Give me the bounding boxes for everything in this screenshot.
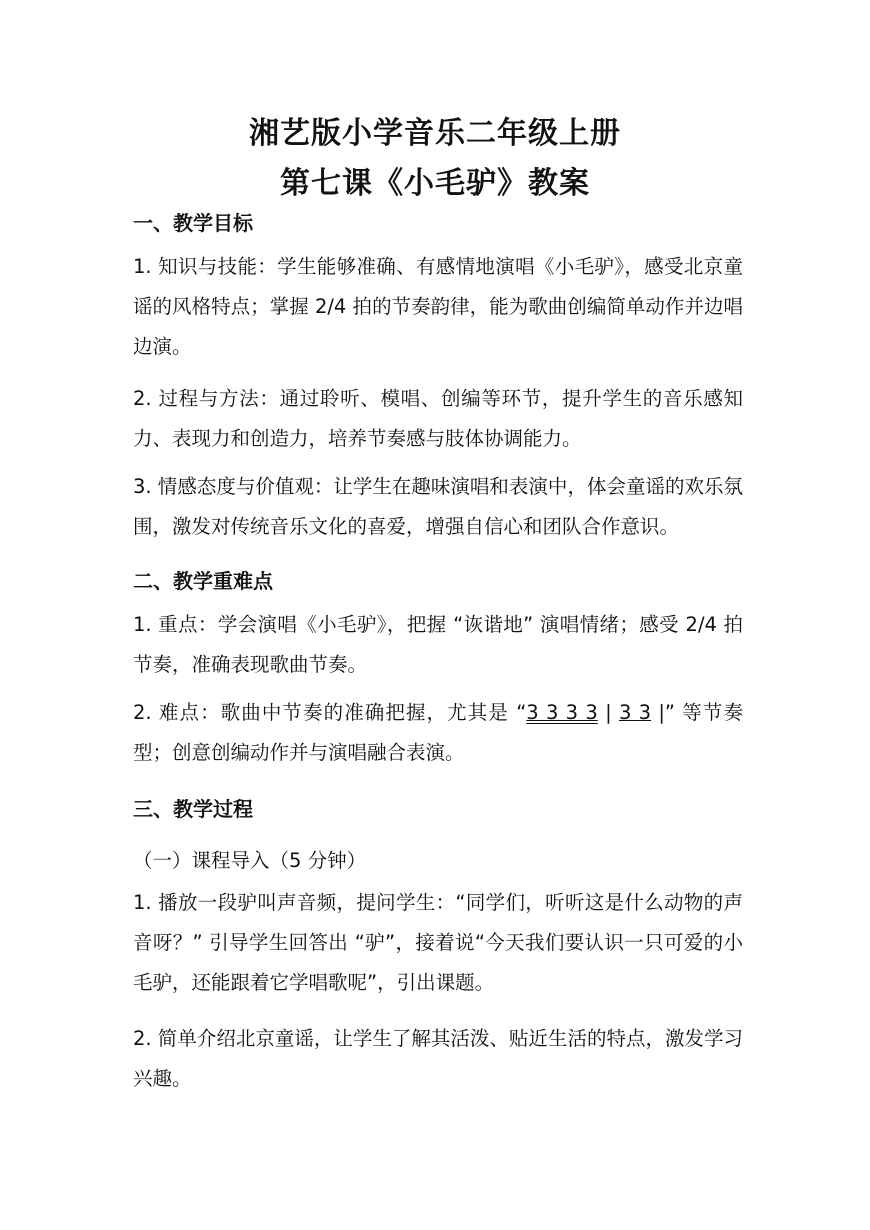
- section-heading-process: 三、教学过程: [133, 797, 253, 821]
- process-item-1: 1. 播放一段驴叫声音频，提问学生：“同学们，听听这是什么动物的声音呀？” 引导学生回答出 “驴”，接着说“今天我们要认识一只可爱的小毛驴，还能跟着它学唱歌呢”，引出课题。: [133, 891, 743, 994]
- section-heading-objectives: 一、教学目标: [133, 211, 253, 235]
- key-point-item-1: 1. 重点：学会演唱《小毛驴》，把握 “诙谐地” 演唱情绪；感受 2/4 拍节奏，准确表现歌曲节奏。: [133, 613, 743, 676]
- rhythm-notation-b: 3 3: [618, 701, 652, 724]
- document-title-line1: 湘艺版小学音乐二年级上册: [249, 116, 621, 151]
- rhythm-barline-2: |: [651, 701, 665, 724]
- rhythm-barline-1: |: [597, 701, 619, 724]
- objective-item-1: 1. 知识与技能：学生能够准确、有感情地演唱《小毛驴》，感受北京童谣的风格特点；掌握 2/4 拍的节奏韵律，能为歌曲创编简单动作并边唱边演。: [133, 255, 743, 358]
- difficulty-item-2-suffix: ” 等节奏型；创意创编动作并与演唱融合表演。: [133, 701, 743, 764]
- rhythm-notation-a: 3 3 3 3: [526, 701, 598, 724]
- document-title-line2: 第七课《小毛驴》教案: [280, 166, 590, 201]
- objective-item-2: 2. 过程与方法：通过聆听、模唱、创编等环节，提升学生的音乐感知力、表现力和创造力，培养节奏感与肢体协调能力。: [133, 387, 743, 450]
- section-heading-key-points: 二、教学重难点: [133, 569, 273, 593]
- difficulty-item-2: [133, 693, 743, 773]
- difficulty-item-2-prefix: 2. 难点：歌曲中节奏的准确把握，尤其是 “: [133, 701, 527, 724]
- process-item-2: 2. 简单介绍北京童谣，让学生了解其活泼、贴近生活的特点，激发学习兴趣。: [133, 1027, 743, 1090]
- process-subsection-intro: （一）课程导入（5 分钟）: [133, 849, 367, 872]
- objective-item-3: 3. 情感态度与价值观：让学生在趣味演唱和表演中，体会童谣的欢乐氛围，激发对传统音乐文化的喜爱，增强自信心和团队合作意识。: [133, 475, 743, 538]
